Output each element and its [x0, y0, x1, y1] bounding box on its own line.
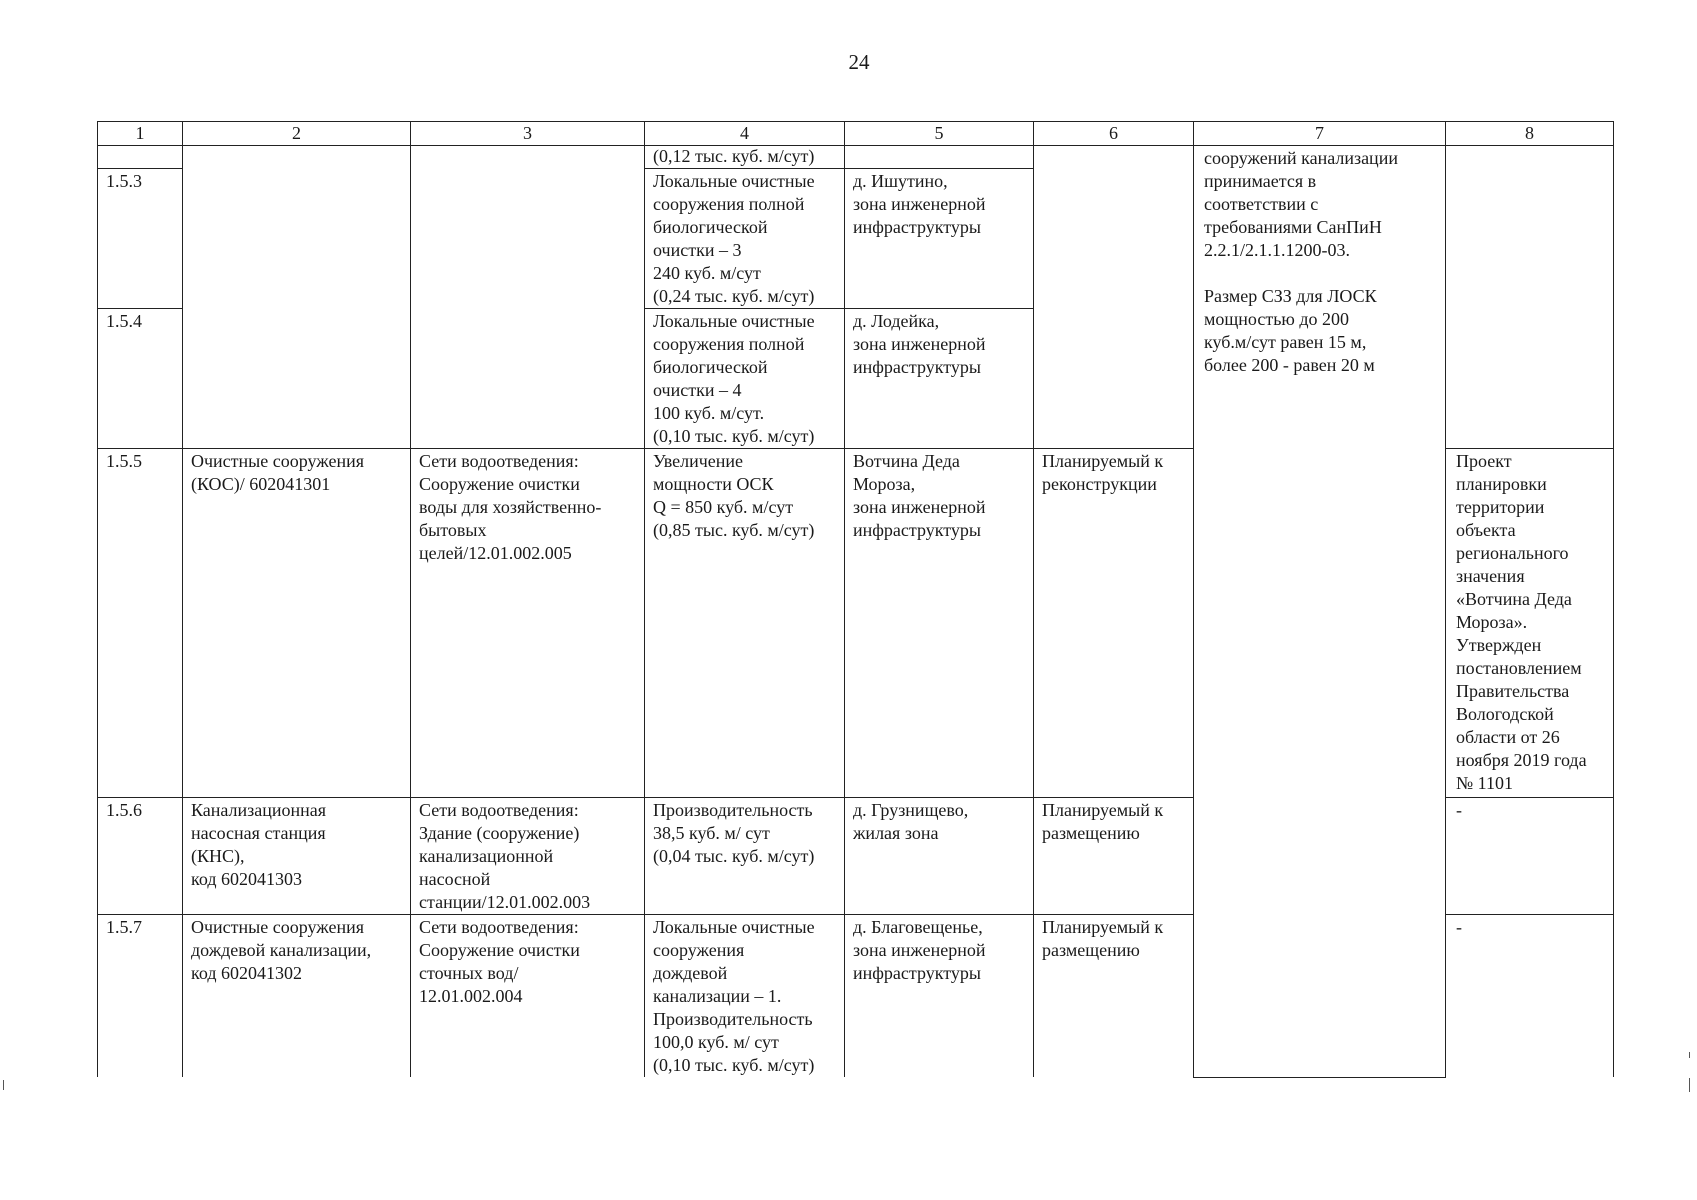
- rows-1.5.3-1.5.4-col3: [411, 146, 645, 449]
- row-cont-col1: [98, 146, 183, 169]
- row-id: 1.5.6: [98, 798, 183, 915]
- scan-mark: [1689, 1078, 1690, 1092]
- table-row: [98, 146, 1614, 169]
- row-capacity: Производительность 38,5 куб. м/ сут (0,04 тыс. куб. м/сут): [645, 798, 845, 915]
- rows-1.5.3-1.5.4-col2: [183, 146, 411, 449]
- row-status: Планируемый к размещению: [1034, 798, 1194, 915]
- row-network-type: Сети водоотведения: Здание (сооружение) канализационной насосной станции/12.01.002.003: [411, 798, 645, 915]
- header-cell-3: 3: [411, 122, 645, 146]
- row-cont-col4: (0,12 тыс. куб. м/сут): [645, 146, 845, 169]
- row-basis-document: -: [1446, 915, 1614, 1078]
- row-id: 1.5.3: [98, 169, 183, 309]
- row-location: д. Благовещенье, зона инженерной инфраструктуры: [845, 915, 1034, 1078]
- row-capacity: Локальные очистные сооружения полной биологической очистки – 4 100 куб. м/сут. (0,10 тыс. куб. м/сут): [645, 309, 845, 449]
- row-location: д. Грузнищево, жилая зона: [845, 798, 1034, 915]
- row-cont-col5: [845, 146, 1034, 169]
- row-id: 1.5.5: [98, 449, 183, 798]
- row-capacity: Увеличение мощности ОСК Q = 850 куб. м/сут (0,85 тыс. куб. м/сут): [645, 449, 845, 798]
- page-number: 24: [848, 50, 870, 74]
- row-network-type: Сети водоотведения: Сооружение очистки сточных вод/ 12.01.002.004: [411, 915, 645, 1078]
- rows-1.5.3-1.5.4-col8: [1446, 146, 1614, 449]
- header-cell-7: 7: [1194, 122, 1446, 146]
- header-cell-8: 8: [1446, 122, 1614, 146]
- row-id: 1.5.7: [98, 915, 183, 1078]
- facilities-table: [97, 121, 1614, 1078]
- header-cell-5: 5: [845, 122, 1034, 146]
- scan-mark: [3, 1080, 4, 1090]
- row-location: Вотчина Деда Мороза, зона инженерной инфраструктуры: [845, 449, 1034, 798]
- row-network-type: Сети водоотведения: Сооружение очистки воды для хозяйственно- бытовых целей/12.01.002.005: [411, 449, 645, 798]
- header-cell-2: 2: [183, 122, 411, 146]
- col7-shared-note: сооружений канализации принимается в соответствии с требованиями СанПиН 2.2.1/2.1.1.1200-03. Размер СЗЗ для ЛОСК мощностью до 200 куб.м/сут равен 15 м, более 200 - равен 20 м: [1194, 146, 1446, 1078]
- row-capacity: Локальные очистные сооружения полной биологической очистки – 3 240 куб. м/сут (0,24 тыс. куб. м/сут): [645, 169, 845, 309]
- row-capacity: Локальные очистные сооружения дождевой канализации – 1. Производительность 100,0 куб. м/ сут (0,10 тыс. куб. м/сут): [645, 915, 845, 1078]
- scan-mark: [1689, 1052, 1690, 1058]
- header-cell-1: 1: [98, 122, 183, 146]
- row-location: д. Ишутино, зона инженерной инфраструктуры: [845, 169, 1034, 309]
- row-status: Планируемый к реконструкции: [1034, 449, 1194, 798]
- header-cell-4: 4: [645, 122, 845, 146]
- row-object-name: Канализационная насосная станция (КНС), код 602041303: [183, 798, 411, 915]
- row-status: Планируемый к размещению: [1034, 915, 1194, 1078]
- row-object-name: Очистные сооружения (КОС)/ 602041301: [183, 449, 411, 798]
- row-object-name: Очистные сооружения дождевой канализации, код 602041302: [183, 915, 411, 1078]
- row-location: д. Лодейка, зона инженерной инфраструктуры: [845, 309, 1034, 449]
- row-id: 1.5.4: [98, 309, 183, 449]
- row-basis-document: Проект планировки территории объекта регионального значения «Вотчина Деда Мороза». Утвержден постановлением Правительства Вологодской области от 26 ноября 2019 года № 1101: [1446, 449, 1614, 798]
- table-header-row: [98, 122, 1614, 146]
- row-basis-document: -: [1446, 798, 1614, 915]
- header-cell-6: 6: [1034, 122, 1194, 146]
- rows-1.5.3-1.5.4-col6: [1034, 146, 1194, 449]
